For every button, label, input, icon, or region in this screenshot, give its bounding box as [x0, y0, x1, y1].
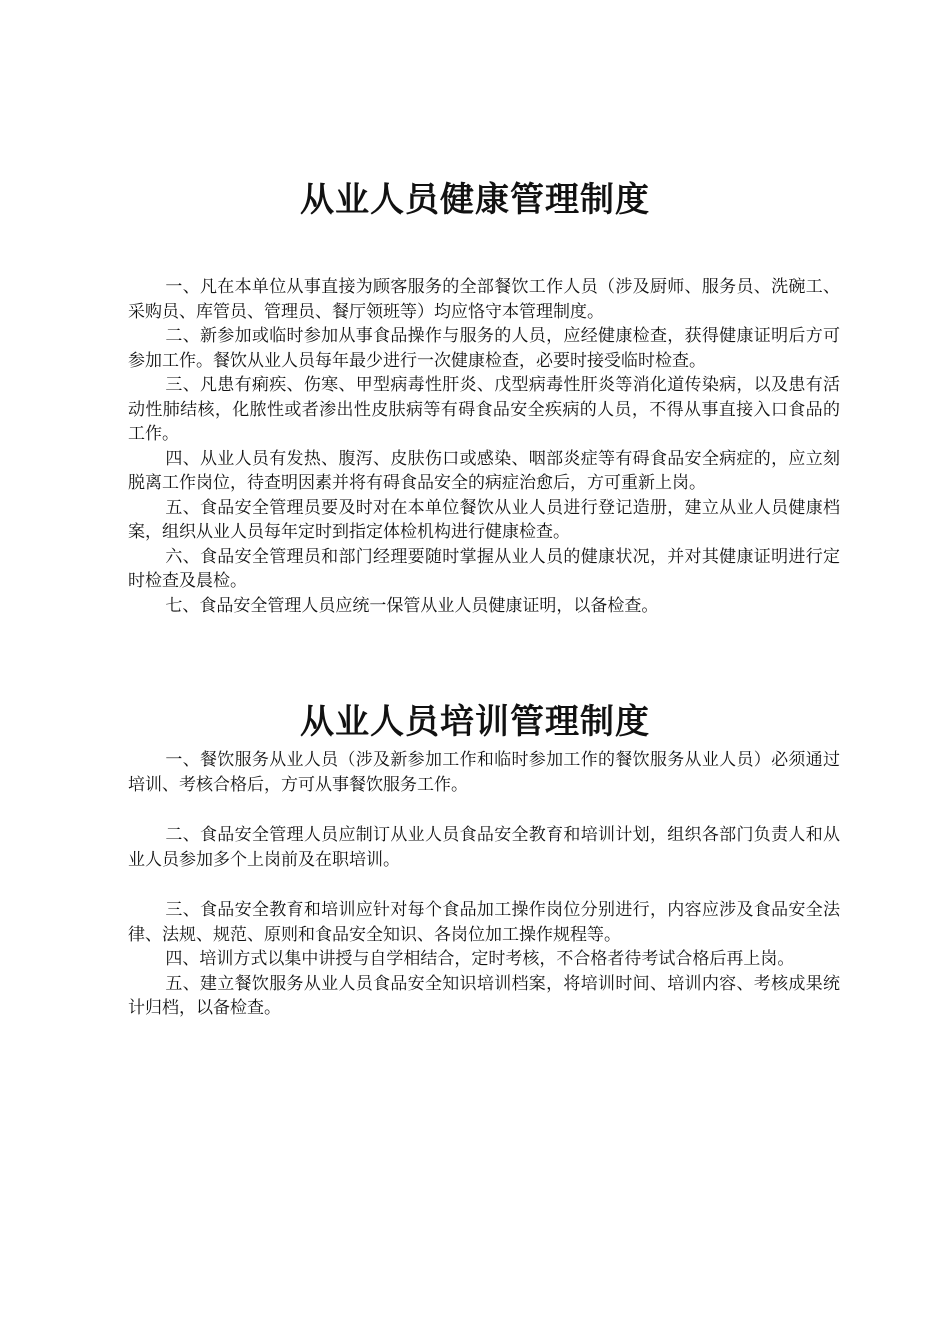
paragraph-spacer — [128, 872, 840, 898]
health-rule-6: 六、食品安全管理员和部门经理要随时掌握从业人员的健康状况，并对其健康证明进行定时检查及晨检。 — [128, 546, 840, 591]
training-rule-3: 三、食品安全教育和培训应针对每个食品加工操作岗位分别进行，内容应涉及食品安全法律、法规、规范、原则和食品安全知识、各岗位加工操作规程等。 — [128, 900, 840, 945]
training-rule-5: 五、建立餐饮服务从业人员食品安全知识培训档案，将培训时间、培训内容、考核成果统计归档，以备检查。 — [128, 973, 840, 1018]
training-management-body — [128, 748, 840, 1021]
health-rule-4: 四、从业人员有发热、腹泻、皮肤伤口或感染、咽部炎症等有碍食品安全病症的，应立刻脱离工作岗位，待查明因素并将有碍食品安全的病症治愈后，方可重新上岗。 — [128, 448, 840, 493]
health-rule-5: 五、食品安全管理员要及时对在本单位餐饮从业人员进行登记造册，建立从业人员健康档案，组织从业人员每年定时到指定体检机构进行健康检查。 — [128, 497, 840, 542]
training-rule-4: 四、培训方式以集中讲授与自学相结合，定时考核，不合格者待考试合格后再上岗。 — [165, 949, 795, 969]
training-rule-2: 二、食品安全管理人员应制订从业人员食品安全教育和培训计划，组织各部门负责人和从业人员参加多个上岗前及在职培训。 — [128, 825, 840, 870]
training-rule-1: 一、餐饮服务从业人员（涉及新参加工作和临时参加工作的餐饮服务从业人员）必须通过培训、考核合格后，方可从事餐饮服务工作。 — [128, 750, 840, 795]
health-rule-3: 三、凡患有痢疾、伤寒、甲型病毒性肝炎、戊型病毒性肝炎等消化道传染病，以及患有活动性肺结核，化脓性或者渗出性皮肤病等有碍食品安全疾病的人员，不得从事直接入口食品的工作。 — [128, 375, 840, 444]
health-management-title: 从业人员健康管理制度 — [300, 180, 650, 220]
health-rule-7: 七、食品安全管理人员应统一保管从业人员健康证明，以备检查。 — [165, 595, 659, 616]
health-rule-1: 一、凡在本单位从事直接为顾客服务的全部餐饮工作人员（涉及厨师、服务员、洗碗工、采购员、库管员、管理员、餐厅领班等）均应恪守本管理制度。 — [128, 277, 840, 322]
paragraph-spacer — [128, 797, 840, 823]
health-rule-2: 二、新参加或临时参加从事食品操作与服务的人员，应经健康检查，获得健康证明后方可参加工作。餐饮从业人员每年最少进行一次健康检查，必要时接受临时检查。 — [128, 326, 840, 371]
training-management-title: 从业人员培训管理制度 — [300, 702, 650, 742]
health-management-body — [128, 275, 840, 618]
